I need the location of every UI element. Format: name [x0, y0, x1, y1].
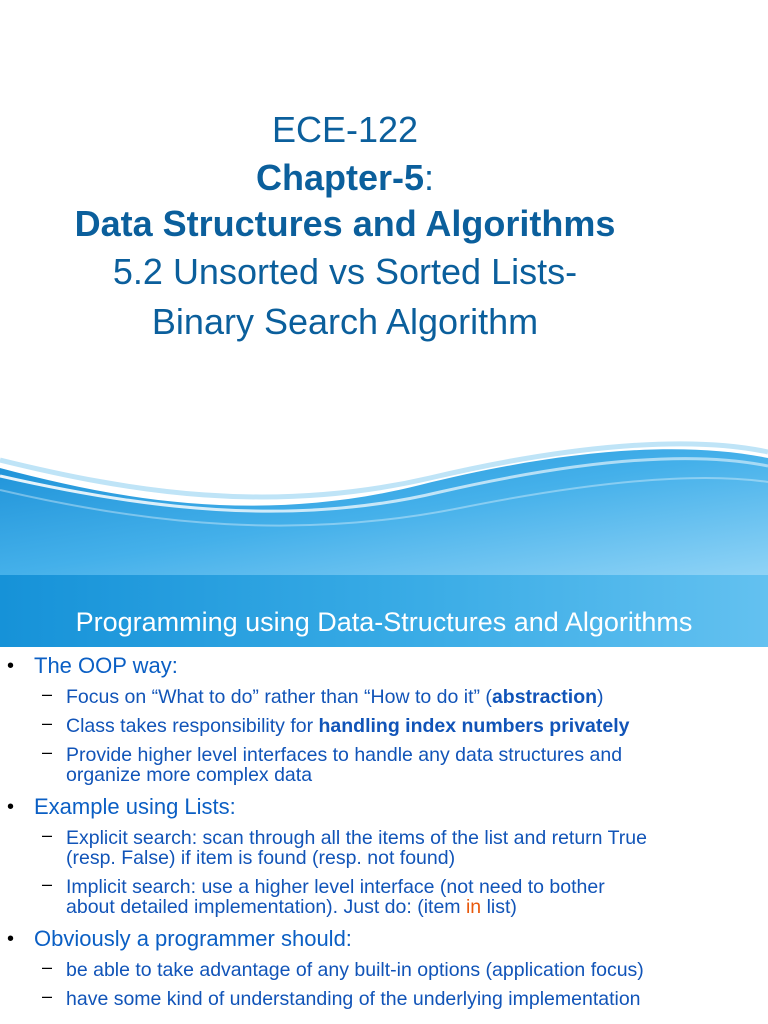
- title-block: [0, 105, 690, 347]
- chapter-colon: :: [424, 157, 435, 198]
- text-fragment: ): [597, 686, 604, 708]
- bullet-dot-icon: •: [7, 928, 15, 950]
- sub-bullet-item: [0, 986, 768, 1010]
- bullet-text: Obviously a programmer should:: [34, 926, 352, 951]
- bullet-dot-icon: •: [7, 796, 15, 818]
- sub-bullet-text: have some kind of understanding of the underlying implementation: [66, 988, 641, 1010]
- bullet-item: [0, 653, 768, 679]
- sub-bullet-line1: Explicit search: scan through all the items of the list and return True: [66, 827, 647, 849]
- bullet-item: [0, 926, 768, 952]
- sub-bullet-item: [0, 825, 768, 869]
- sub-bullet-item: [0, 874, 768, 918]
- content-slide: [0, 575, 768, 1024]
- sub-bullet-item: [0, 684, 768, 708]
- sub-bullet-line2: (resp. False) if item is found (resp. not found): [66, 847, 456, 869]
- dash-icon: –: [42, 825, 53, 845]
- section-title-line1: 5.2 Unsorted vs Sorted Lists-: [112, 251, 578, 292]
- bold-keyword: handling index numbers privately: [318, 715, 630, 737]
- bold-keyword: abstraction: [491, 686, 598, 708]
- dash-icon: –: [42, 986, 53, 1006]
- bullet-list: [0, 653, 768, 1018]
- slide-title: Programming using Data-Structures and Algorithms: [75, 607, 693, 637]
- sub-bullet-item: [0, 742, 768, 786]
- sub-bullet-line1: Implicit search: use a higher level interface (not need to bother: [66, 876, 605, 898]
- text-fragment: list): [481, 896, 517, 918]
- sub-bullet-text: [66, 715, 630, 737]
- bullet-dot-icon: •: [7, 655, 15, 677]
- bullet-text: The OOP way:: [34, 653, 178, 678]
- text-fragment: Class takes responsibility for: [66, 715, 319, 737]
- sub-bullet-item: [0, 957, 768, 981]
- text-fragment: about detailed implementation). Just do: (item: [66, 896, 466, 918]
- course-code: ECE-122: [271, 109, 419, 150]
- chapter-label: Chapter-5: [255, 157, 424, 198]
- bullet-text: Example using Lists:: [34, 794, 236, 819]
- code-keyword: in: [465, 896, 482, 918]
- sub-bullet-line1: Provide higher level interfaces to handle any data structures and: [66, 744, 623, 766]
- section-title-line2: Binary Search Algorithm: [151, 301, 539, 342]
- sub-bullet-line2: [66, 897, 762, 917]
- sub-bullet-text: be able to take advantage of any built-in options (application focus): [66, 959, 644, 981]
- dash-icon: –: [42, 742, 53, 762]
- text-fragment: Focus on “What to do” rather than “How to do it” (: [66, 686, 492, 708]
- decorative-wave: [0, 430, 768, 575]
- dash-icon: –: [42, 684, 53, 704]
- chapter-heading: [0, 155, 690, 201]
- sub-bullet-text: [66, 686, 604, 708]
- bullet-item: [0, 794, 768, 820]
- dash-icon: –: [42, 713, 53, 733]
- dash-icon: –: [42, 957, 53, 977]
- sub-bullet-item: [0, 713, 768, 737]
- chapter-title: Data Structures and Algorithms: [74, 203, 616, 244]
- sub-bullet-line2: organize more complex data: [66, 764, 313, 786]
- dash-icon: –: [42, 874, 53, 894]
